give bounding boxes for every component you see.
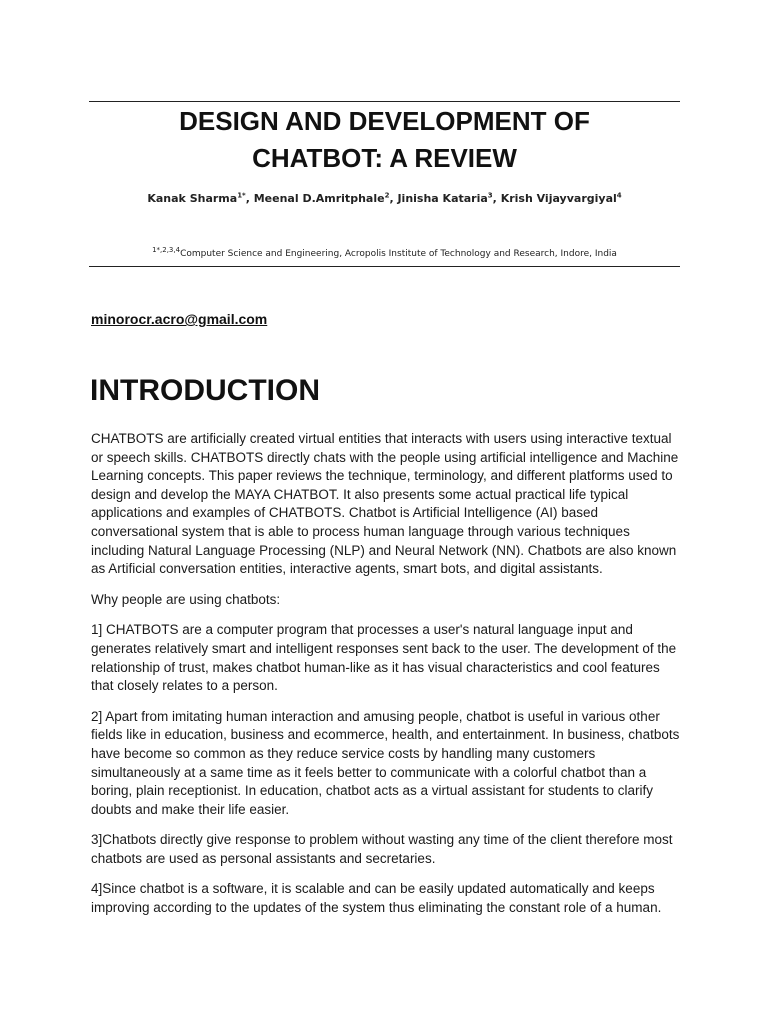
author-affiliation-marker: 1* [237, 191, 246, 200]
paper-title-line-1: DESIGN AND DEVELOPMENT OF [179, 106, 590, 136]
paragraph: 3]Chatbots directly give response to problem without wasting any time of the client therefore most chatbots are used as personal assistants and secretaries. [91, 832, 673, 866]
paper-title-line-2: CHATBOT: A REVIEW [252, 143, 517, 173]
paragraph: 4]Since chatbot is a software, it is scalable and can be easily updated automatically and keeps improving according to the updates of the system thus eliminating the constant role of a human. [91, 881, 662, 916]
author-affiliation-marker: 2 [384, 191, 390, 200]
contact-email-link[interactable]: minorocr.acro@gmail.com [91, 311, 268, 327]
top-rule [89, 101, 680, 102]
author-affiliation-marker: 4 [616, 191, 622, 200]
bottom-rule [89, 266, 680, 267]
author-affiliation-marker: 3 [487, 191, 493, 200]
affiliation-marker: 1*,2,3,4 [152, 246, 181, 254]
author-name: Jinisha Kataria [397, 192, 488, 205]
paragraph: 1] CHATBOTS are a computer program that processes a user's natural language input and generates relatively smart and intelligent responses sent back to the user. The development of the relationship of trust, makes chatbot human-like as it has visual characteristics and cool features that closely relates to a person. [91, 622, 677, 694]
affiliation-text: Computer Science and Engineering, Acropolis Institute of Technology and Research, Indore, India [180, 249, 617, 259]
author-name: Krish Vijayvargiyal [500, 192, 617, 205]
introduction-body [91, 430, 683, 930]
affiliation [89, 246, 680, 259]
section-heading-introduction: INTRODUCTION [90, 374, 320, 407]
author-list: Kanak Sharma$^{1*}$, Meenal D.Amritphale$^2$, Jinisha Kataria$^3$, Krish Vijayvargiyal$^4$ [147, 191, 622, 205]
paragraph: 2] Apart from imitating human interaction and amusing people, chatbot is useful in various other fields like in education, business and ecommerce, health, and entertainment. In business, chatbots have become so common as they reduce service costs by handling many customers simultaneously at a same time as it feels better to communicate with a colorful chatbot than a boring, plain receptionist. In education, chatbot acts as a virtual assistant for students to clarify doubts and make their life easier. [91, 708, 680, 817]
paragraph: CHATBOTS are artificially created virtual entities that interacts with users using interactive textual or speech skills. CHATBOTS directly chats with the people using artificial intelligence and Machine Learning concepts. This paper reviews the technique, terminology, and different platforms used to design and develop the MAYA CHATBOT. It also presents some actual practical life typical applications and examples of CHATBOTS. Chatbot is Artificial Intelligence (AI) based conversational system that is able to process human language through various techniques including Natural Language Processing (NLP) and Neural Network (NN). Chatbots are also known as Artificial conversation entities, interactive agents, smart bots, and digital assistants. [91, 431, 679, 577]
paragraph: Why people are using chatbots: [91, 591, 281, 607]
author-name: Meenal D.Amritphale [253, 192, 385, 205]
author-name: Kanak Sharma [147, 192, 238, 205]
